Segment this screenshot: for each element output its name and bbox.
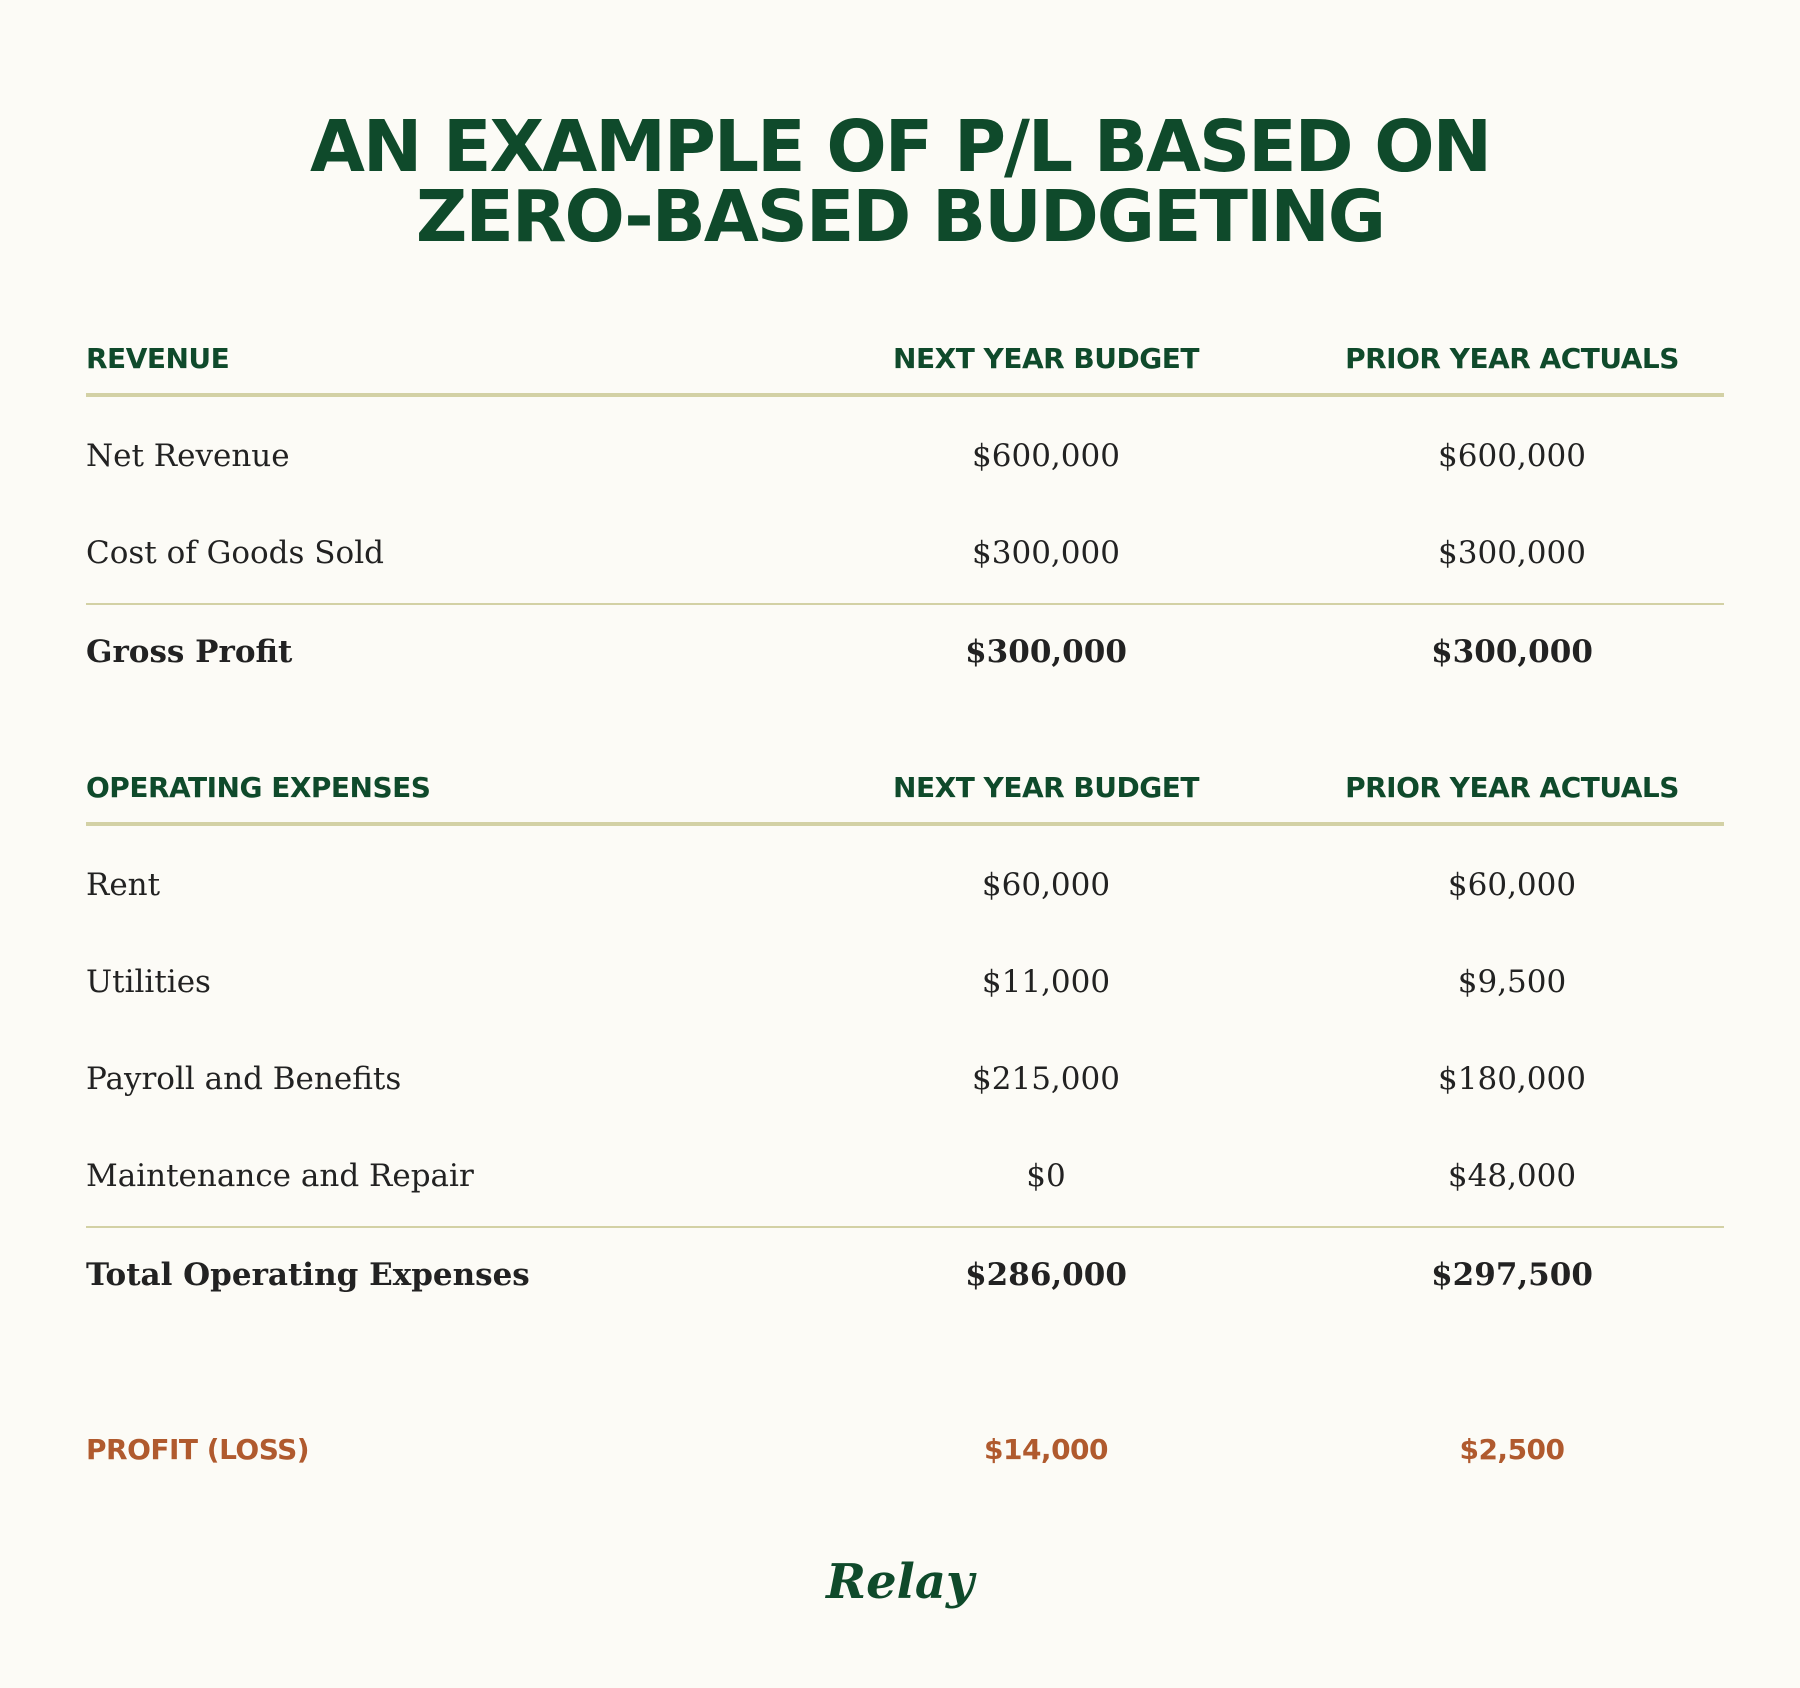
- opex-header-budget: NEXT YEAR BUDGET: [893, 771, 1199, 804]
- total-actuals-value: $300,000: [1431, 634, 1593, 670]
- revenue-header-label: REVENUE: [86, 342, 230, 375]
- row-budget-value: $300,000: [972, 535, 1120, 571]
- table-row-maintenance-and-repair: [86, 1129, 1724, 1226]
- revenue-section: [86, 308, 1724, 702]
- page-title-line-1: AN EXAMPLE OF P/L BASED ON: [309, 105, 1491, 188]
- profit-loss-budget: $14,000: [983, 1433, 1109, 1466]
- opex-header-actuals: PRIOR YEAR ACTUALS: [1345, 771, 1679, 804]
- table-row-net-revenue: [86, 397, 1724, 506]
- row-label: Maintenance and Repair: [86, 1158, 474, 1194]
- profit-loss-label: PROFIT (LOSS): [86, 1433, 310, 1466]
- row-label: Utilities: [86, 964, 211, 1000]
- row-budget-value: $600,000: [972, 438, 1120, 474]
- total-budget-value: $286,000: [965, 1257, 1127, 1293]
- table-row-total-operating-expenses: [86, 1228, 1724, 1325]
- page-title-line-2: ZERO-BASED BUDGETING: [415, 175, 1385, 258]
- total-budget-value: $300,000: [965, 634, 1127, 670]
- total-label: Total Operating Expenses: [86, 1257, 530, 1293]
- row-label: Cost of Goods Sold: [86, 535, 384, 571]
- page-title: [0, 105, 1800, 258]
- table-row-utilities: [86, 935, 1724, 1032]
- opex-header-label: OPERATING EXPENSES: [86, 771, 431, 804]
- operating-expenses-section: [86, 737, 1724, 1325]
- total-label: Gross Profit: [86, 634, 293, 670]
- row-actuals-value: $300,000: [1438, 535, 1586, 571]
- revenue-header-actuals: PRIOR YEAR ACTUALS: [1345, 342, 1679, 375]
- row-budget-value: $215,000: [972, 1061, 1120, 1097]
- row-actuals-value: $9,500: [1457, 964, 1567, 1000]
- row-actuals-value: $180,000: [1438, 1061, 1586, 1097]
- relay-logo: Relay: [826, 1554, 974, 1610]
- revenue-header-budget: NEXT YEAR BUDGET: [893, 342, 1199, 375]
- row-budget-value: $0: [1026, 1158, 1066, 1194]
- profit-loss-row: [86, 1430, 1724, 1470]
- row-label: Net Revenue: [86, 438, 290, 474]
- table-row-payroll-and-benefits: [86, 1032, 1724, 1129]
- opex-header-row: [86, 737, 1724, 826]
- table-row-cost-of-goods-sold: [86, 506, 1724, 603]
- row-actuals-value: $60,000: [1447, 867, 1577, 903]
- row-budget-value: $60,000: [981, 867, 1111, 903]
- revenue-header-row: [86, 308, 1724, 397]
- row-actuals-value: $600,000: [1438, 438, 1586, 474]
- profit-loss-actuals: $2,500: [1459, 1433, 1565, 1466]
- table-row-rent: [86, 826, 1724, 935]
- total-actuals-value: $297,500: [1431, 1257, 1593, 1293]
- row-label: Rent: [86, 867, 161, 903]
- table-row-gross-profit: [86, 605, 1724, 702]
- row-actuals-value: $48,000: [1447, 1158, 1577, 1194]
- row-budget-value: $11,000: [981, 964, 1111, 1000]
- row-label: Payroll and Benefits: [86, 1061, 402, 1097]
